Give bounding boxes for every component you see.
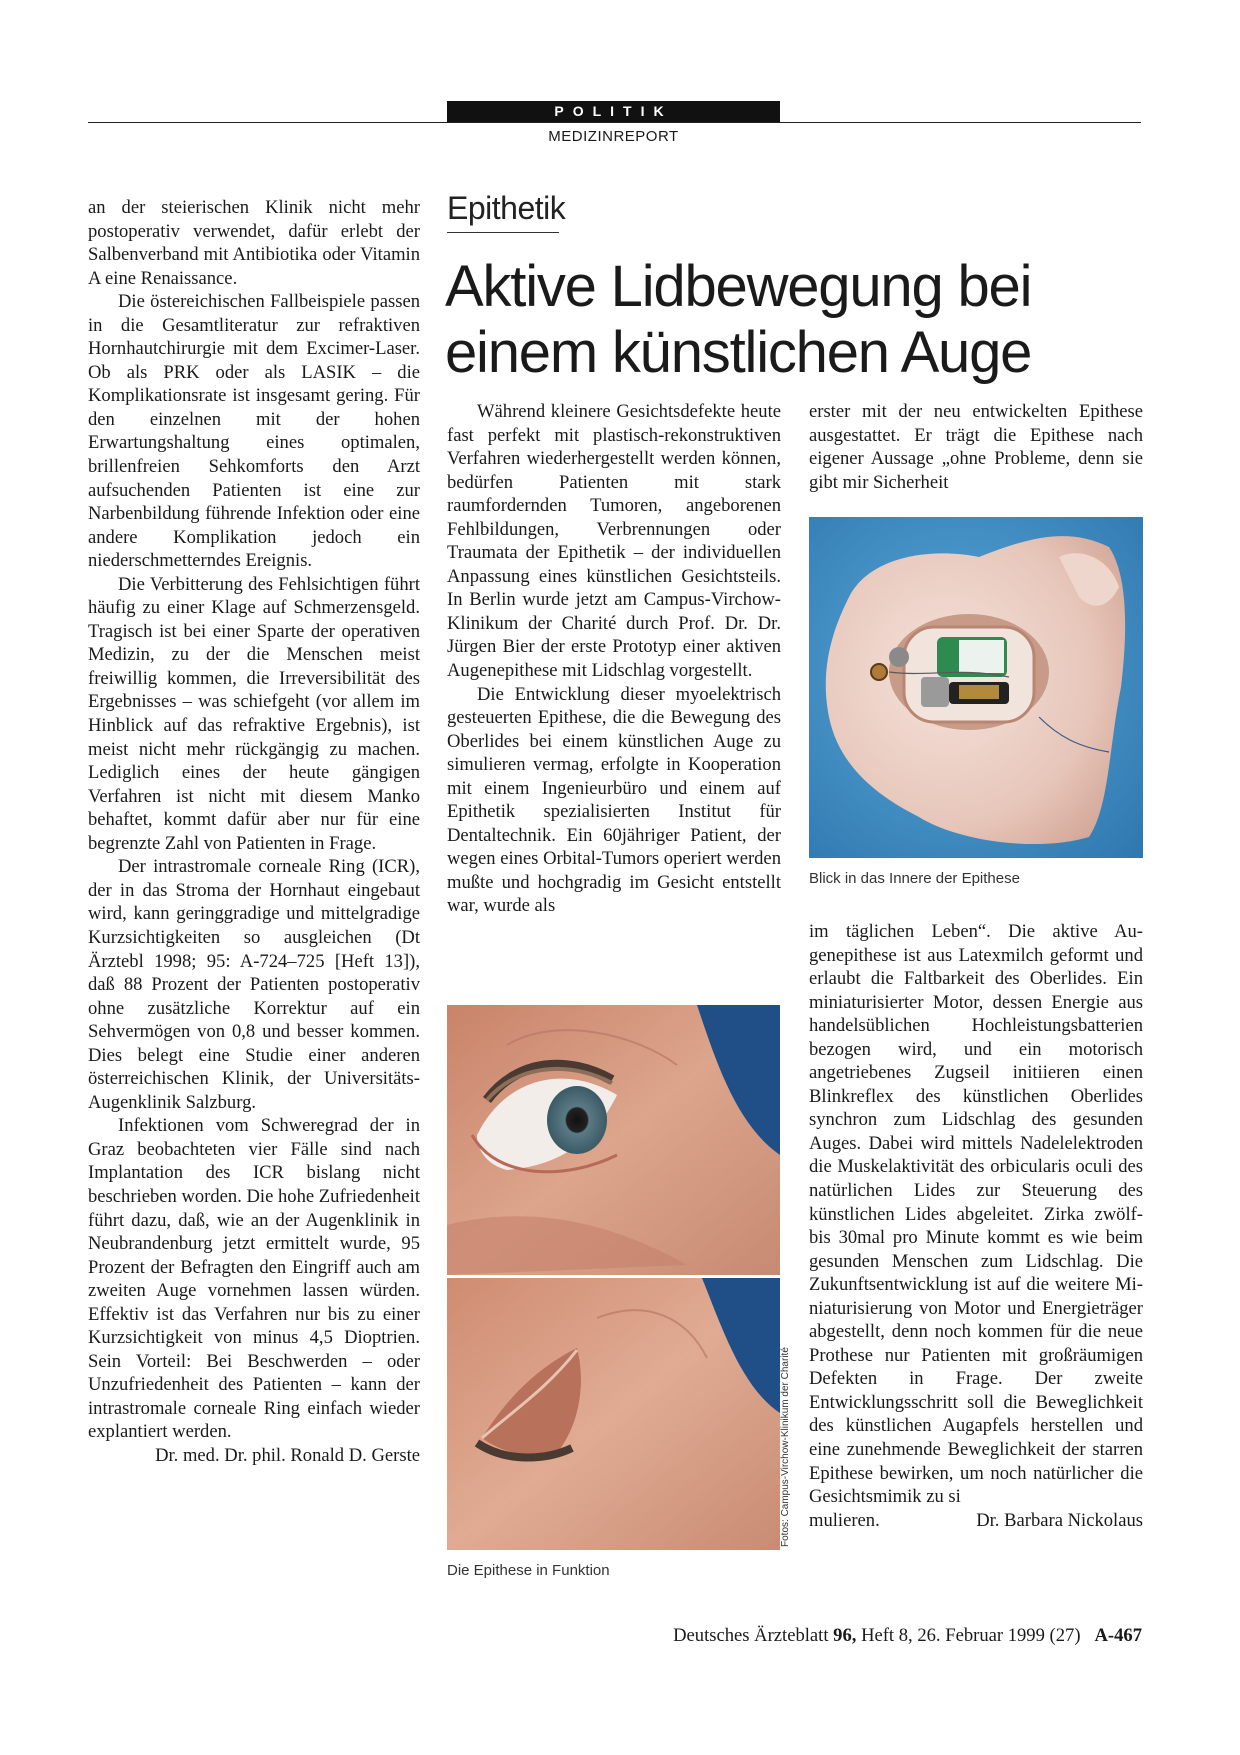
column-2 — [447, 400, 781, 918]
column-3-bottom — [809, 920, 1143, 1532]
kicker-rule — [447, 232, 559, 233]
col2-paragraph-2: Die Entwicklung dieser myoelektrisch gesteuerten Epithese, die die Bewegung des Oberlides bei einem künstlichen Auge zu simulieren vermag, erfolgte in Kooperation mit einem Ingenieurbüro und einem auf Epithetik spezialisierten Institut für Dentaltechnik. Ein 60jähriger Patient, der wegen eines Orbital-Tumors operiert werden mußte und hochgradig im Gesicht entstellt war, wurde als — [447, 683, 781, 917]
col1-author: Dr. med. Dr. phil. Ronald D. Gerste — [155, 1444, 420, 1466]
col3-paragraph-top: erster mit der neu entwickelten Epithese ausgestattet. Er trägt die Epithese nach eigener Aussage „ohne Probleme, denn sie gibt mir Sicherheit — [809, 401, 1143, 493]
article-headline — [445, 254, 1145, 386]
caption-epithesis: Blick in das Innere der Epithese — [809, 870, 1020, 887]
footer-page: A-467 — [1094, 1625, 1142, 1646]
footer-issue: Heft 8, 26. Februar 1999 (27) — [861, 1625, 1081, 1646]
photo-eye-closed — [447, 1278, 780, 1550]
col1-paragraph-5: Infektionen vom Schweregrad der in Graz beobachteten vier Fälle sind nach Implantation des ICR bislang nicht beschrieben worden. Die hohe Zufriedenheit führt dazu, daß, wie an der Augenklinik in Neubrandenburg jetzt ermittelt wurde, 95 Prozent der Befragten den Eingriff auch am zweiten Auge vornehmen lassen würden. Effektiv ist das Verfahren nur bis zu einer Kurzsichtigkeit von minus 4,5 Dioptrien. Sein Vorteil: Bei Beschwerden – oder Unzufriedenheit des Patienten – kann der intrastromale corneale Ring einfach wieder explantiert werden. — [88, 1115, 420, 1443]
section-label: POLITIK — [447, 101, 780, 122]
col1-paragraph-3: Die Verbitterung des Fehlsichtigen führt häufig zu einer Klage auf Schmerzensgeld. Tragisch ist bei einer Sparte der operativen Medizin, zu der die Menschen meist freiwillig kommen, die Irreversibilität des Ergebnisses – was schiefgeht (vor allem im Hinblick auf das refraktive Ergebnis), ist meist nicht mehr rückgängig zu machen. Lediglich eines der heute gängigen Verfahren ist nicht mit diesem Manko behaftet, kommt dafür aber nur für eine begrenzte Zahl von Patienten in Frage. — [88, 573, 420, 854]
eye-open-illustration — [447, 1005, 780, 1275]
photo-eye-open — [447, 1005, 780, 1275]
col2-paragraph-1: Während kleinere Gesichtsdefekte heute fast perfekt mit plastisch-rekonstruktiven Verfahren wiederhergestellt werden können, bedürfen Patienten mit stark raumfordernden Tumoren, angeborenen Fehlbildungen, Verbrennungen oder Traumata der Epithetik – der individuellen Anpassung eines künstlichen Gesichtsteils. In Berlin wurde jetzt am Campus-Virchow-Klinikum der Charité durch Prof. Dr. Dr. Jürgen Bier der erste Prototyp einer aktiven Augenepithese mit Lidschlag vorgestellt. — [447, 401, 781, 682]
photo-credit: Fotos: Campus-Virchow-Klinikum der Charité — [780, 1347, 791, 1547]
col3-final-line — [809, 1509, 1143, 1533]
subsection-label: MEDIZINREPORT — [548, 128, 679, 145]
article-kicker: Epithetik — [447, 190, 566, 226]
headline-line-1: Aktive Lidbewegung bei — [445, 254, 1032, 319]
col3-last-word: mulieren. — [809, 1509, 880, 1531]
eye-closed-illustration — [447, 1278, 780, 1550]
headline-line-2: einem künstlichen Auge — [445, 320, 1032, 385]
caption-function: Die Epithese in Funktion — [447, 1562, 610, 1579]
photo-epithesis-inside — [809, 517, 1143, 858]
col1-paragraph-4: Der intrastromale corneale Ring (ICR), der in das Stroma der Hornhaut eingebaut wird, kann geringgradige und mittelgradige Kurzsichtigkeiten so ausgleichen (Dt Ärztebl 1998; 95: A-724–725 [Heft 13]), daß 88 Prozent der Patienten postoperativ ohne zusätzliche Korrektur auf ein Sehvermögen von 0,8 und besser kommen. Dies belegt eine Studie einer anderen österreichischen Klinik, der Universitäts-Augenklinik Salzburg. — [88, 856, 420, 1113]
column-1 — [88, 196, 420, 1468]
footer-journal: Deutsches Ärzteblatt — [673, 1625, 829, 1646]
footer-volume: 96, — [833, 1625, 857, 1646]
col3-author: Dr. Barbara Nickolaus — [976, 1509, 1143, 1531]
column-3-top — [809, 400, 1143, 494]
epithesis-illustration — [809, 517, 1143, 858]
page-footer — [673, 1625, 1142, 1647]
header-rule — [88, 122, 1141, 123]
col1-paragraph-2: Die östereichischen Fallbeispiele passen in die Gesamtliteratur zur refraktiven Hornhautchirurgie mit dem Excimer-Laser. Ob als PRK oder als LASIK – die Komplikationsrate ist insgesamt gering. Für den einzelnen mit der hohen Erwartungshaltung eines optimalen, brillenfreien Sehkomforts den Arzt aufsuchenden Patienten ist eine zur Narbenbildung führende Infektion oder eine andere Komplikation jedoch ein niederschmetterndes Ereignis. — [88, 291, 420, 572]
col3-paragraph-bottom: im täglichen Leben“. Die aktive Augenepithese ist aus Latexmilch geformt und erlaubt die Faltbarkeit des Oberlides. Ein miniaturisierter Motor, dessen Energie aus handelsüblichen Hochleistungsbatterien bezogen wird, und ein motorisch angetriebenes Zugseil initiieren einen Blinkreflex des künstlichen Oberlides synchron zum Lidschlag des gesunden Auges. Dabei wird mittels Nadelelektroden die Muskelaktivität des orbicularis oculi des natürlichen Lides zur Steuerung des künstlichen Lides abgeleitet. Zirka zwölf- bis 30mal pro Minute kommt es wie beim gesunden Menschen zum Lidschlag. Die Zukunftsentwicklung ist auf die weitere Miniaturisierung von Motor und Energieträger abgestellt, denn noch kommen für die neue Prothese nur Patienten mit großräumigen Defekten in Frage. Der zweite Entwicklungsschritt soll die Beweglichkeit des künstlichen Augapfels herstellen und eine zunehmende Beweglichkeit der starren Epithese bewirken, um noch natürlicher die Gesichtsmimik zu si — [809, 921, 1143, 1508]
col1-paragraph-1: an der steierischen Klinik nicht mehr postoperativ verwendet, dafür erlebt der Salbenverband mit Antibiotika oder Vitamin A eine Renaissance. — [88, 197, 420, 289]
